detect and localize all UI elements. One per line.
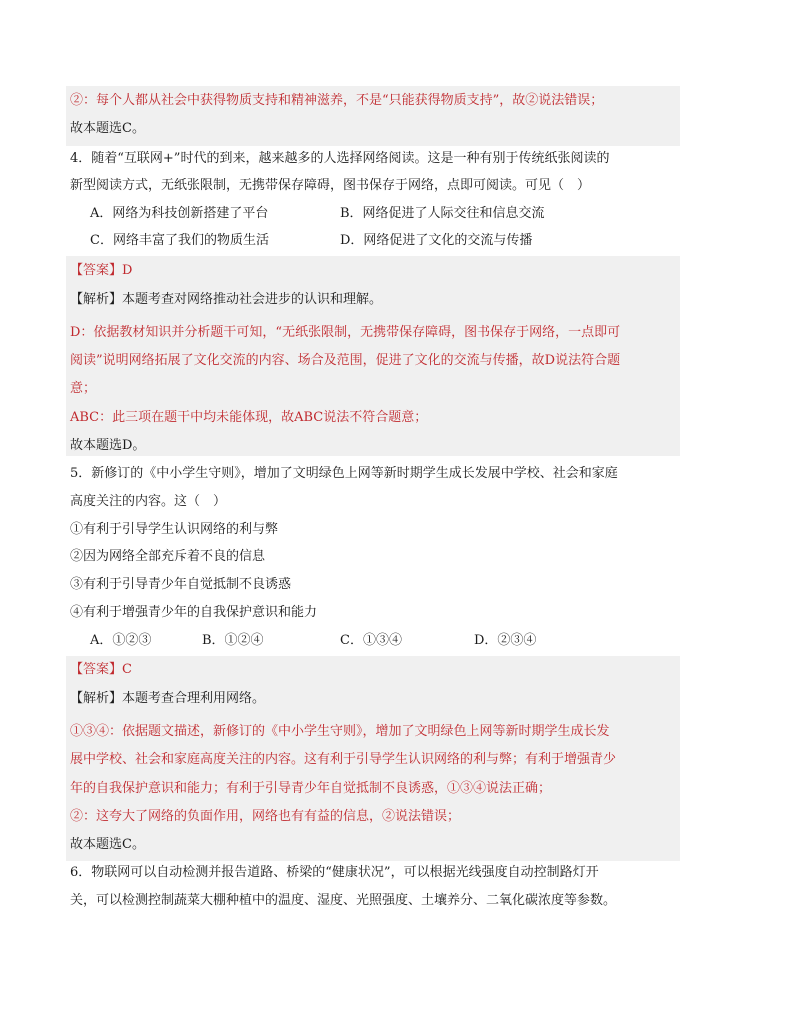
- q5-explanation-line: ①③④：依据题文描述，新修订的《中小学生守则》，增加了文明绿色上网等新时期学生成长发: [70, 724, 610, 739]
- q4-explanation-line: ABC：此三项在题干中均未能体现，故ABC说法不符合题意；: [70, 410, 428, 425]
- q5-option-d: D．②③④: [474, 633, 537, 648]
- q4-stem-line: 4．随着“互联网+”时代的到来，越来越多的人选择网络阅读。这是一种有别于传统纸张阅读的: [70, 151, 610, 166]
- q4-option-a: A．网络为科技创新搭建了平台: [90, 206, 269, 221]
- q5-statement-2: ②因为网络全部充斥着不良的信息: [70, 549, 266, 564]
- q5-analysis: 【解析】本题考查合理利用网络。: [70, 691, 266, 706]
- q3-explanation-line: ②：每个人都从社会中获得物质支持和精神滋养，不是“只能获得物质支持”，故②说法错误；: [70, 93, 604, 108]
- q5-conclusion: 故本题选C。: [70, 837, 145, 852]
- q4-option-c: C．网络丰富了我们的物质生活: [90, 233, 269, 248]
- q5-option-a: A．①②③: [90, 633, 152, 648]
- q5-stem-line: 5．新修订的《中小学生守则》，增加了文明绿色上网等新时期学生成长发展中学校、社会和家庭: [70, 466, 618, 481]
- q3-conclusion: 故本题选C。: [70, 121, 145, 136]
- q4-analysis: 【解析】本题考查对网络推动社会进步的认识和理解。: [70, 292, 383, 307]
- q5-option-b: B．①②④: [202, 633, 264, 648]
- q5-explanation-line: 年的自我保护意识和能力；有利于引导青少年自觉抵制不良诱惑，①③④说法正确；: [70, 781, 552, 796]
- q5-explanation-line: 展中学校、社会和家庭高度关注的内容。这有利于引导学生认识网络的利与弊；有利于增强青少: [70, 752, 617, 767]
- q4-stem-line: 新型阅读方式，无纸张限制，无携带保存障碍，图书保存于网络，点即可阅读。可见（ ）: [70, 178, 591, 193]
- q5-answer: 【答案】C: [70, 662, 132, 677]
- q6-stem-line: 6．物联网可以自动检测并报告道路、桥梁的“健康状况”，可以根据光线强度自动控制路灯开: [70, 865, 599, 880]
- q4-explanation-line: D：依据教材知识并分析题干可知，“无纸张限制，无携带保存障碍，图书保存于网络，一点即可: [70, 325, 621, 340]
- q5-stem-line: 高度关注的内容。这（ ）: [70, 494, 227, 509]
- q5-option-c: C．①③④: [340, 633, 402, 648]
- q5-statement-3: ③有利于引导青少年自觉抵制不良诱惑: [70, 577, 292, 592]
- q4-explanation-line: 阅读”说明网络拓展了文化交流的内容、场合及范围，促进了文化的交流与传播，故D说法符合题: [70, 353, 621, 368]
- q5-statement-1: ①有利于引导学生认识网络的利与弊: [70, 522, 279, 537]
- q5-explanation-line: ②：这夸大了网络的负面作用，网络也有有益的信息，②说法错误；: [70, 809, 461, 824]
- q4-option-d: D．网络促进了文化的交流与传播: [340, 233, 533, 248]
- q5-statement-4: ④有利于增强青少年的自我保护意识和能力: [70, 605, 318, 620]
- q6-stem-line: 关，可以检测控制蔬菜大棚种植中的温度、湿度、光照强度、土壤养分、二氧化碳浓度等参数。: [70, 893, 617, 908]
- q4-explanation-line: 意；: [70, 381, 97, 396]
- q4-option-b: B．网络促进了人际交往和信息交流: [340, 206, 545, 221]
- q4-conclusion: 故本题选D。: [70, 438, 146, 453]
- q4-answer: 【答案】D: [70, 263, 133, 278]
